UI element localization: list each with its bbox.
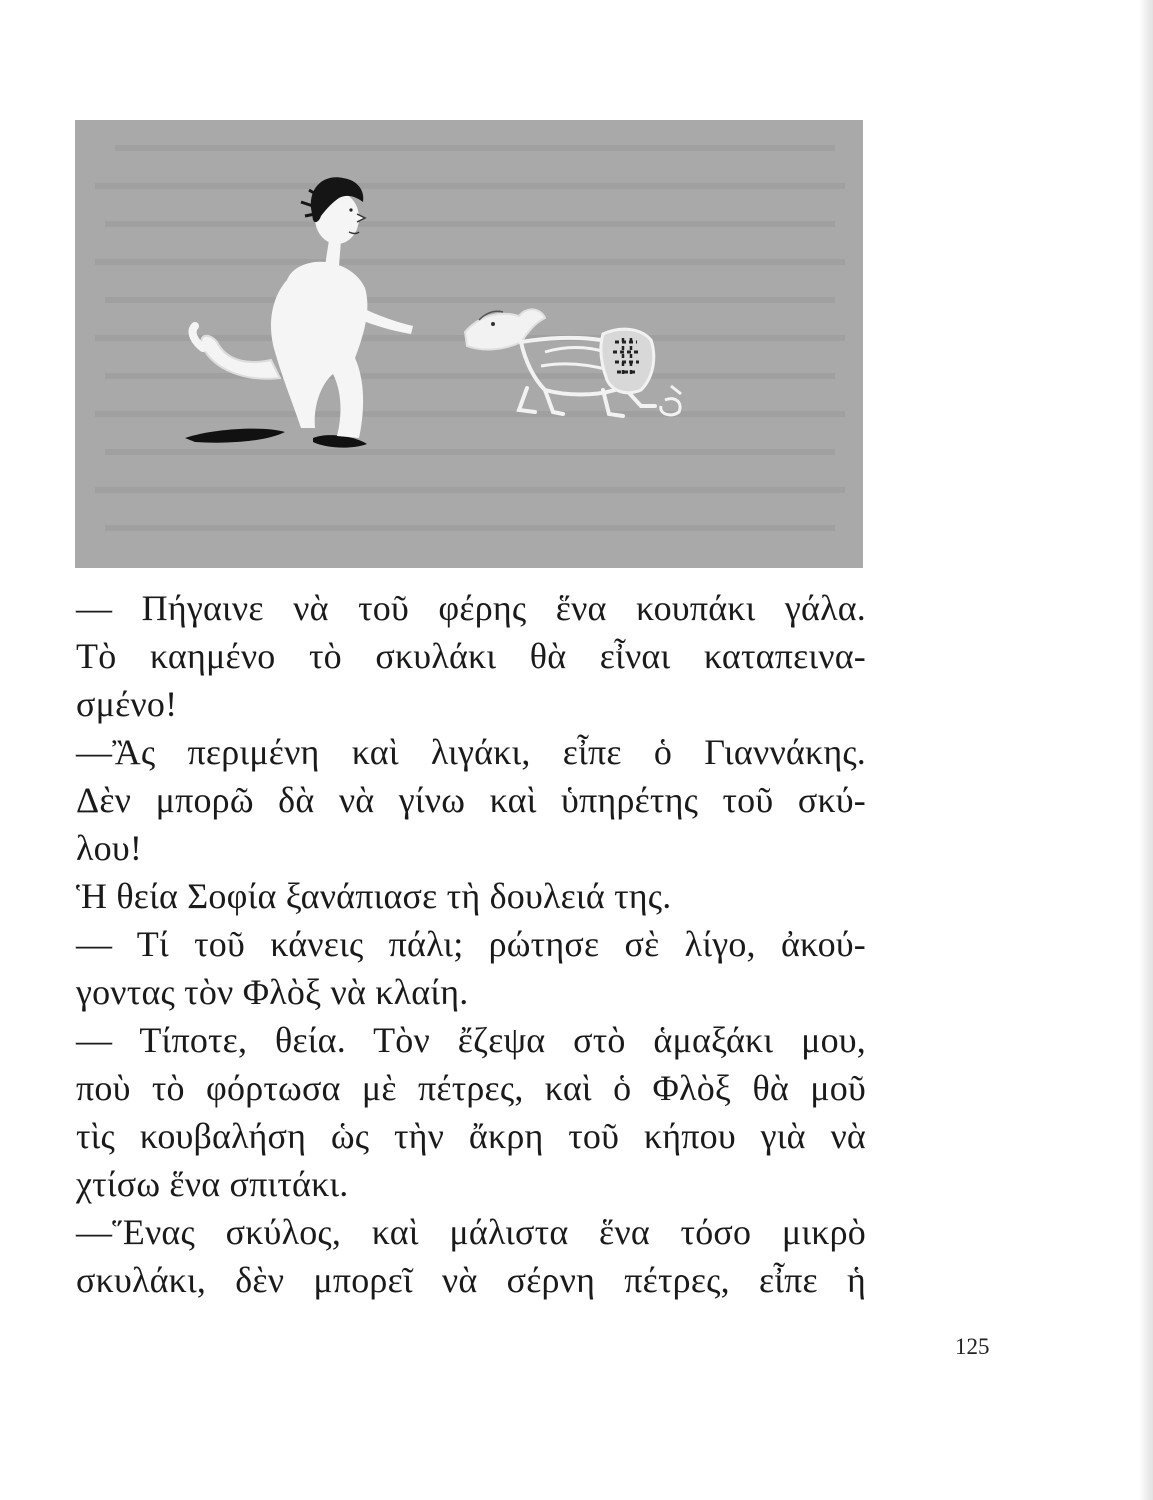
- text-line: Δὲν μπορῶ δὰ νὰ γίνω καὶ ὑπηρέτης τοῦ σκύ-: [76, 780, 866, 820]
- text-line: σμένο!: [76, 684, 178, 724]
- text-line: Ἡ θεία Σοφία ξανάπιασε τὴ δουλειά της.: [76, 876, 672, 916]
- text-line: —Ἂς περιμένη καὶ λιγάκι, εἶπε ὁ Γιαννάκης.: [76, 732, 866, 772]
- text-line: —Ἕνας σκύλος, καὶ μάλιστα ἕνα τόσο μικρὸ: [76, 1212, 866, 1252]
- illustration-panel: [75, 120, 863, 568]
- text-line: λου!: [76, 828, 143, 868]
- page-number: 125: [955, 1334, 990, 1359]
- text-line: ποὺ τὸ φόρτωσα μὲ πέτρες, καὶ ὁ Φλὸξ θὰ μοῦ: [76, 1068, 866, 1108]
- text-line: — Τί τοῦ κάνεις πάλι; ρώτησε σὲ λίγο, ἀκού-: [76, 924, 866, 964]
- text-line: σκυλάκι, δὲν μπορεῖ νὰ σέρνη πέτρες, εἶπε ἡ: [76, 1260, 866, 1300]
- text-line: τὶς κουβαλήση ὡς τὴν ἄκρη τοῦ κήπου γιὰ νὰ: [76, 1116, 866, 1156]
- body-text: [76, 584, 866, 1304]
- text-line: Τὸ καημένο τὸ σκυλάκι θὰ εἶναι καταπεινα-: [76, 636, 866, 676]
- text-line: χτίσω ἕνα σπιτάκι.: [76, 1164, 349, 1204]
- text-line: γοντας τὸν Φλὸξ νὰ κλαίη.: [76, 972, 469, 1012]
- boy-with-tail-figure: [185, 177, 413, 447]
- dog-with-cart-figure: [465, 309, 681, 416]
- page-edge-shadow: [1139, 0, 1153, 1500]
- illustration-drawing: [75, 120, 863, 568]
- text-line: — Τίποτε, θεία. Τὸν ἔζεψα στὸ ἁμαξάκι μου,: [76, 1020, 866, 1060]
- text-line: — Πήγαινε νὰ τοῦ φέρης ἕνα κουπάκι γάλα.: [76, 588, 866, 628]
